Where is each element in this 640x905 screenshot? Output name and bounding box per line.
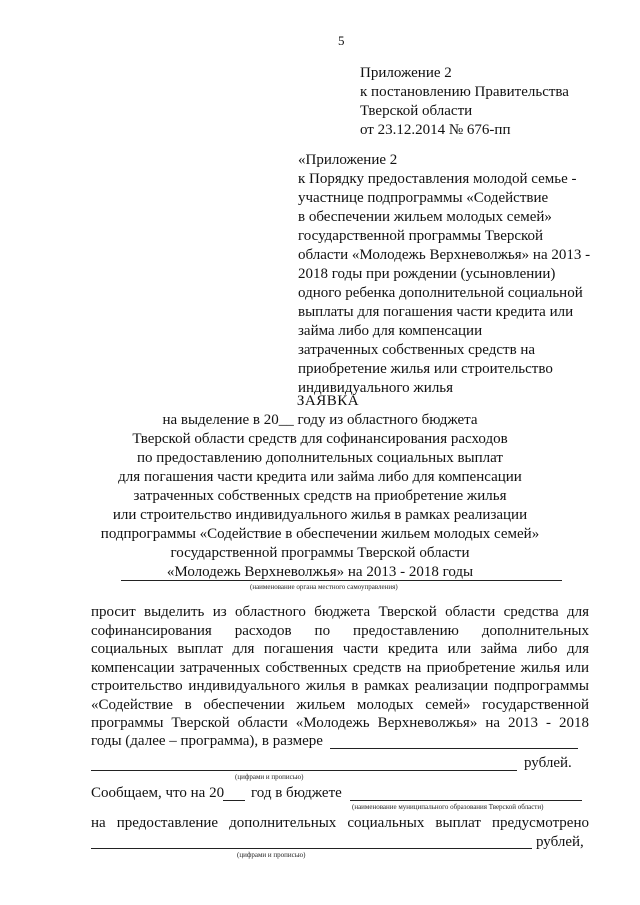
- title-line: подпрограммы «Содействие в обеспечении жильем молодых семей»: [100, 526, 540, 542]
- title-line: Тверской области средств для софинансирования расходов: [132, 431, 508, 447]
- body-line: просит выделить из областного бюджета Тверской области средства для: [91, 604, 589, 620]
- application-title: [0, 392, 640, 582]
- local-authority-field[interactable]: [121, 580, 562, 581]
- rubles-label: рублей.: [524, 755, 572, 771]
- municipality-caption: (наименование муниципального образования Тверской области): [352, 803, 544, 811]
- report-budget: год в бюджете: [251, 785, 342, 801]
- appendix-line: от 23.12.2014 № 676-пп: [360, 122, 511, 138]
- appendix-line: к постановлению Правительства: [360, 84, 569, 100]
- sub-appendix-line: 2018 годы при рождении (усыновлении): [298, 266, 556, 282]
- sub-appendix-line: индивидуального жилья: [298, 380, 454, 396]
- sub-appendix-line: выплаты для погашения части кредита или: [298, 304, 574, 320]
- sub-appendix-line: одного ребенка дополнительной социальной: [298, 285, 583, 301]
- sub-appendix-line: займа либо для компенсации: [298, 323, 483, 339]
- amount-lead: годы (далее – программа), в размере: [91, 733, 323, 749]
- title-heading: ЗАЯВКА: [296, 393, 360, 409]
- sub-appendix-line: области «Молодежь Верхневолжья» на 2013 -: [298, 247, 591, 263]
- in-figures-caption-2: (цифрами и прописью): [237, 851, 306, 859]
- sub-appendix-line: затраченных собственных средств на: [298, 342, 536, 358]
- title-line: для погашения части кредита или займа либо для компенсации: [118, 469, 522, 485]
- title-line: государственной программы Тверской области: [170, 545, 470, 561]
- title-line: затраченных собственных средств на приобретение жилья: [133, 488, 507, 504]
- title-line: «Молодежь Верхневолжья» на 2013 - 2018 годы: [166, 564, 474, 580]
- provision-text: [91, 814, 589, 833]
- page-number: 5: [338, 33, 345, 48]
- local-authority-caption: (наименование органа местного самоуправления): [250, 583, 398, 591]
- sub-appendix-line: государственной программы Тверской: [298, 228, 544, 244]
- sub-appendix: [298, 151, 590, 398]
- title-line: или строительство индивидуального жилья в рамках реализации: [112, 507, 528, 523]
- title-line: по предоставлению дополнительных социальных выплат: [137, 450, 503, 466]
- body-line: софинансирования расходов по предоставлению дополнительных: [91, 622, 589, 639]
- body-line: программы Тверской области «Молодежь Верхневолжья» на 2013 - 2018: [91, 715, 589, 731]
- sub-appendix-line: к Порядку предоставления молодой семье -: [298, 171, 577, 187]
- appendix-header: [360, 64, 569, 140]
- sub-appendix-line: «Приложение 2: [298, 152, 398, 168]
- report-lead: Сообщаем, что на 20: [91, 785, 225, 801]
- appendix-line: Тверской области: [360, 103, 473, 119]
- sub-appendix-line: в обеспечении жильем молодых семей»: [298, 209, 552, 225]
- body-line: компенсации затраченных собственных средств на приобретение жилья или: [91, 659, 589, 676]
- in-figures-caption: (цифрами и прописью): [235, 773, 304, 781]
- sub-appendix-line: участнице подпрограммы «Содействие: [298, 190, 549, 206]
- year-field[interactable]: [223, 800, 245, 801]
- appendix-line: Приложение 2: [360, 65, 452, 81]
- provision-line: на предоставление дополнительных социальных выплат предусмотрено: [91, 815, 589, 831]
- sub-appendix-line: приобретение жилья или строительство: [298, 361, 553, 377]
- rubles-label-2: рублей,: [536, 834, 584, 850]
- body-line: социальных выплат для погашения части кредита или займа либо для: [91, 641, 589, 657]
- amount-words-field[interactable]: [91, 770, 517, 771]
- amount-field[interactable]: [330, 748, 578, 749]
- body-line: «Содействие в обеспечении жильем молодых семей» государственной: [91, 696, 589, 713]
- body-paragraph: [91, 603, 589, 733]
- title-line: на выделение в 20__ году из областного бюджета: [162, 412, 478, 428]
- provision-amount-field[interactable]: [91, 848, 532, 849]
- municipality-field[interactable]: [350, 800, 582, 801]
- body-line: строительство индивидуального жилья в рамках реализации подпрограммы: [91, 678, 589, 694]
